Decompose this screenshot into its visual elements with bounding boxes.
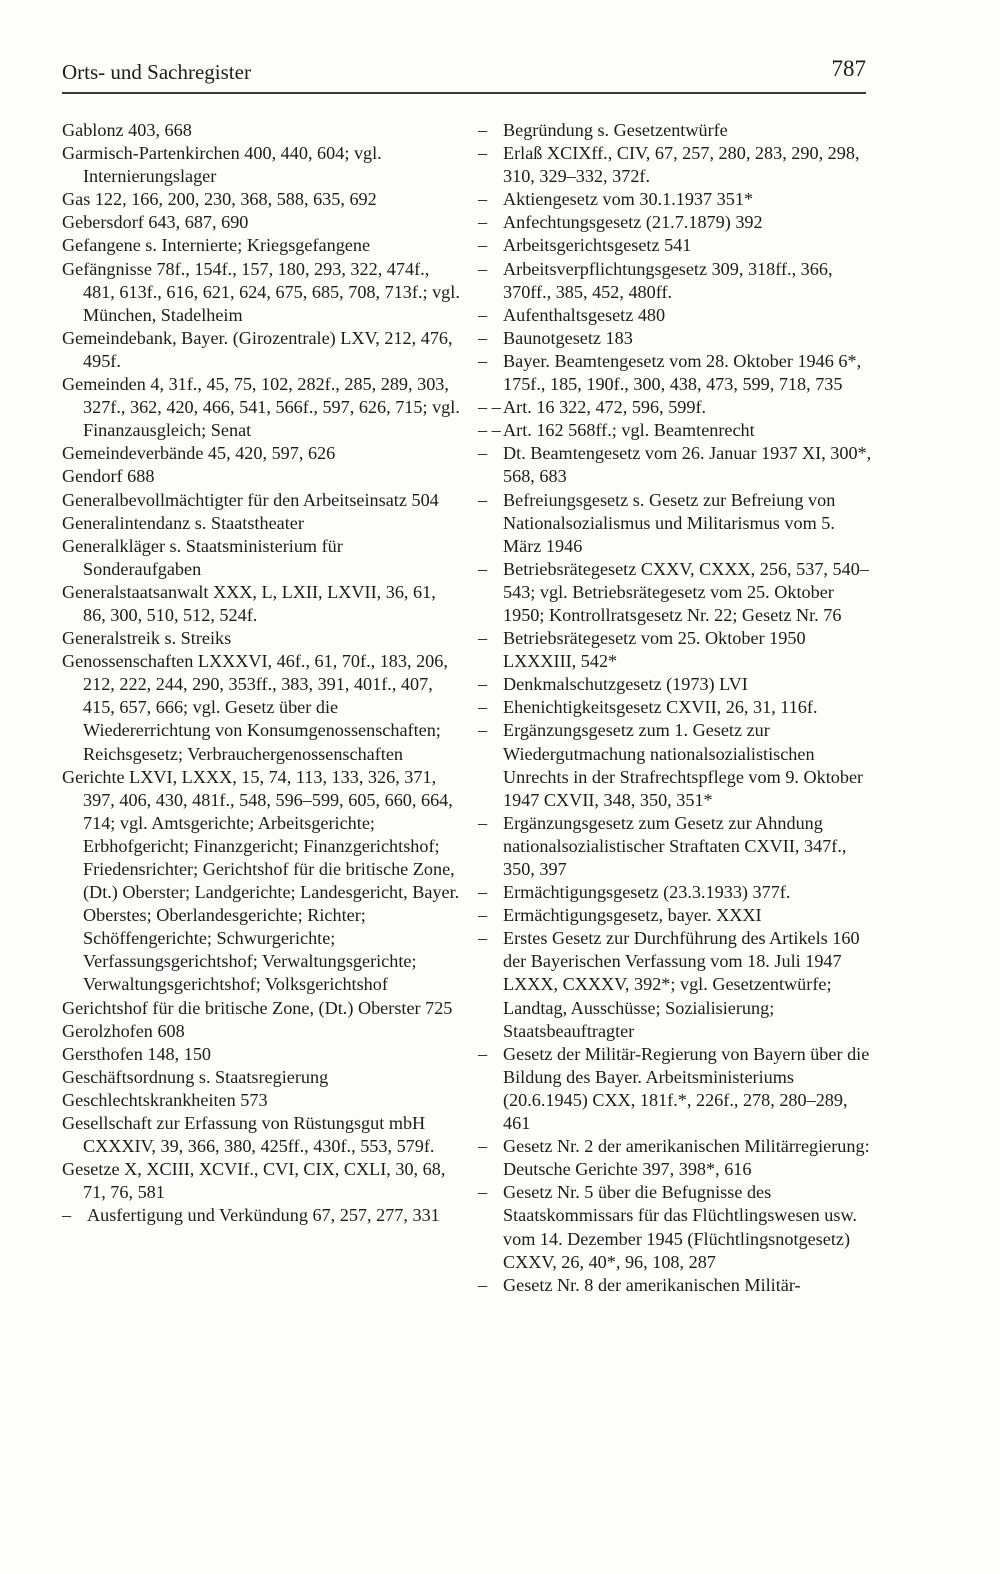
sub-entry-dash: – — [478, 235, 488, 256]
sub-entry-text: Ehenichtigkeitsgesetz CXVII, 26, 31, 116f. — [503, 697, 818, 718]
index-sub-entry — [478, 211, 876, 234]
sub-entry-text: Erlaß XCIXff., CIV, 67, 257, 280, 283, 290, 298, 310, 329–332, 372f. — [503, 143, 860, 187]
sub-entry-text: Bayer. Beamtengesetz vom 28. Oktober 1946 6*, 175f., 185, 190f., 300, 438, 473, 599, 718, 735 — [503, 350, 862, 395]
index-sub-entry — [478, 1181, 876, 1273]
index-entry: Gemeindebank, Bayer. (Girozentrale) LXV, 212, 476, 495f. — [62, 327, 453, 371]
index-entry: Generalbevollmächtigter für den Arbeitseinsatz 504 — [62, 489, 439, 510]
sub-entry-dash: – — [478, 697, 488, 718]
sub-entry-dash: – — [478, 304, 488, 325]
index-entry: Gerichtshof für die britische Zone, (Dt.) Oberster 725 — [62, 997, 453, 1018]
sub-entry-dash: – — [478, 212, 488, 233]
sub-entry-text: Begründung s. Gesetzentwürfe — [503, 120, 728, 140]
index-sub-entry — [478, 627, 876, 673]
index-entry: Gemeinden 4, 31f., 45, 75, 102, 282f., 285, 289, 303, 327f., 362, 420, 466, 541, 566f., 597, 626, 715; vgl. Finanzausgleich; Senat — [62, 374, 460, 441]
index-column-right — [478, 119, 876, 1297]
index-entry: Garmisch-Partenkirchen 400, 440, 604; vgl. Internierungslager — [62, 143, 382, 187]
sub-entry-dash: – — [478, 720, 488, 741]
index-entry: Gefängnisse 78f., 154f., 157, 180, 293, 322, 474f., 481, 613f., 616, 621, 624, 675, 685, 708, 713f.; vgl. München, Stadelheim — [62, 258, 460, 325]
sub-entry-text: Denkmalschutzgesetz (1973) LVI — [503, 674, 748, 695]
index-sub-entry — [478, 350, 876, 396]
index-sub-entry — [478, 812, 876, 881]
index-sub-entry — [478, 442, 876, 488]
sub-entry-dash: – — [478, 120, 488, 140]
index-entry: Gesellschaft zur Erfassung von Rüstungsgut mbH CXXXIV, 39, 366, 380, 425ff., 430f., 553, 579f. — [62, 1113, 435, 1157]
index-entry: Generalintendanz s. Staatstheater — [62, 512, 304, 533]
index-sub-entry — [478, 1135, 876, 1181]
index-sub-entry — [478, 696, 876, 719]
index-entry: Gemeindeverbände 45, 420, 597, 626 — [62, 443, 336, 464]
sub-entry-dash: – — [478, 905, 488, 926]
index-sub-entry — [478, 558, 876, 627]
index-entry: Generalstreik s. Streiks — [62, 628, 232, 649]
sub-entry-dash: – — [478, 1043, 488, 1064]
sub-entry-dash: – — [478, 558, 488, 579]
sub-entry-dash: – — [478, 812, 488, 833]
index-sub-entry — [478, 489, 876, 558]
sub-entry-text: Ausfertigung und Verkündung 67, 257, 277, 331 — [87, 1205, 440, 1226]
sub-entry-dash: – — [478, 443, 488, 464]
sub-entry-text: Art. 162 568ff.; vgl. Beamtenrecht — [503, 420, 755, 441]
sub-entry-dash: – — [478, 258, 488, 279]
sub-entry-text: Dt. Beamtengesetz vom 26. Januar 1937 XI, 300*, 568, 683 — [503, 443, 872, 487]
sub-entry-text: Erstes Gesetz zur Durchführung des Artikels 160 der Bayerischen Verfassung vom 18. Juli 1947 LXXX, CXXXV, 392*; vgl. Gesetzentwürfe; Landtag, Ausschüsse; Sozialisierung; Staatsbeauftragter — [503, 928, 860, 1041]
sub-entry-dash: – — [478, 1182, 488, 1203]
index-sub-entry — [478, 927, 876, 1042]
index-sub-entry — [478, 142, 876, 188]
index-entry: Generalstaatsanwalt XXX, L, LXII, LXVII, 36, 61, 86, 300, 510, 512, 524f. — [62, 581, 436, 625]
sub-entry-text: Gesetz der Militär-Regierung von Bayern über die Bildung des Bayer. Arbeitsministeriums (20.6.1945) CXX, 181f.*, 226f., 278, 280–289, 461 — [503, 1043, 870, 1134]
sub-entry-text: Anfechtungsgesetz (21.7.1879) 392 — [503, 212, 763, 233]
index-sub-entry — [478, 188, 876, 211]
index-entry: Gebersdorf 643, 687, 690 — [62, 212, 249, 233]
index-entry: Gerichte LXVI, LXXX, 15, 74, 113, 133, 326, 371, 397, 406, 430, 481f., 548, 596–599, 605, 660, 664, 714; vgl. Amtsgerichte; Arbeitsgerichte; Erbhofgericht; Finanzgericht; Finanzgerichtshof; Friedensrichter; Gerichtshof für die britische Zone, (Dt.) Oberster; Landgerichte; Landesgericht, Bayer. Oberstes; Oberlandesgerichte; Richter; Schöffengerichte; Schwurgerichte; Verfassungsgerichtshof; Verwaltungsgerichte; Verwaltungsgerichtshof; Volksgerichtshof — [62, 766, 460, 995]
index-entry: Gendorf 688 — [62, 466, 155, 487]
index-entry: Genossenschaften LXXXVI, 46f., 61, 70f., 183, 206, 212, 222, 244, 290, 353ff., 383, 391, 401f., 407, 415, 657, 666; vgl. Gesetz über die Wiedererrichtung von Konsumgenossenschaften; Reichsgesetz; Verbrauchergenossenschaften — [62, 651, 448, 764]
sub-entry-dash: – — [478, 143, 488, 164]
index-sub-entry — [478, 258, 876, 304]
sub-entry-text: Ergänzungsgesetz zum 1. Gesetz zur Wiedergutmachung nationalsozialistischen Unrechts in der Strafrechtspflege vom 9. Oktober 1947 CXVII, 348, 350, 351* — [503, 720, 864, 810]
index-sub-entry — [478, 881, 876, 904]
sub-entry-dash: – — [478, 350, 488, 371]
sub-entry-text: Gesetz Nr. 8 der amerikanischen Militär- — [503, 1274, 801, 1295]
index-sub-entry — [478, 719, 876, 811]
sub-entry-text: Ermächtigungsgesetz (23.3.1933) 377f. — [503, 882, 791, 903]
sub-entry-text: Gesetz Nr. 5 über die Befugnisse des Staatskommissars für das Flüchtlingswesen usw. vom 14. Dezember 1945 (Flüchtlingsnotgesetz) CXXV, 26, 40*, 96, 108, 287 — [503, 1182, 857, 1272]
index-entry: Geschäftsordnung s. Staatsregierung — [62, 1066, 329, 1087]
sub-entry-text: Befreiungsgesetz s. Gesetz zur Befreiung von Nationalsozialismus und Militarismus vom 5. März 1946 — [503, 489, 836, 556]
index-sub-entry — [478, 234, 876, 257]
sub-entry-dash: – — [478, 628, 488, 649]
sub-entry-text: Baunotgesetz 183 — [503, 327, 633, 348]
sub-entry-dash: – — [478, 928, 488, 949]
index-entry: Gefangene s. Internierte; Kriegsgefangene — [62, 235, 371, 256]
sub-entry-dash: – — [478, 674, 488, 695]
index-sub-entry — [478, 304, 876, 327]
sub-entry-dash: – — [478, 1136, 488, 1157]
index-entry: Gersthofen 148, 150 — [62, 1043, 212, 1064]
sub-entry-text: Ermächtigungsgesetz, bayer. XXXI — [503, 905, 762, 926]
index-sub-entry — [478, 1274, 876, 1297]
sub-entry-text: Ergänzungsgesetz zum Gesetz zur Ahndung nationalsozialistischer Straftaten CXVII, 347f., 350, 397 — [503, 812, 847, 879]
index-entry: Gablonz 403, 668 — [62, 120, 192, 140]
index-entry: Generalkläger s. Staatsministerium für Sonderaufgaben — [62, 535, 343, 579]
sub-entry-text: Betriebsrätegesetz CXXV, CXXX, 256, 537, 540–543; vgl. Betriebsrätegesetz vom 25. Oktober 1950; Kontrollratsgesetz Nr. 22; Gesetz Nr. 76 — [503, 558, 869, 625]
index-sub-entry — [478, 119, 876, 142]
sub-entry-text: Arbeitsgerichtsgesetz 541 — [503, 235, 692, 256]
index-sub-entry — [478, 1043, 876, 1135]
index-sub-entry — [478, 327, 876, 350]
page-number: 787 — [831, 56, 866, 81]
sub-entry-dash: – — [478, 489, 488, 510]
index-sub-entry — [62, 1204, 460, 1227]
index-sub-entry — [478, 673, 876, 696]
sub-entry-text: Art. 16 322, 472, 596, 599f. — [503, 397, 707, 418]
sub-entry-dash: – — [478, 882, 488, 903]
index-entry: Geschlechtskrankheiten 573 — [62, 1089, 268, 1110]
sub-entry-dash: – — [478, 327, 488, 348]
header-rule — [62, 92, 866, 94]
index-sub-entry — [478, 419, 876, 442]
sub-entry-dash: – – — [478, 420, 501, 441]
sub-entry-dash: – — [478, 189, 488, 210]
index-sub-entry — [478, 904, 876, 927]
sub-entry-text: Betriebsrätegesetz vom 25. Oktober 1950 LXXXIII, 542* — [503, 628, 806, 672]
index-column-left — [62, 119, 460, 1228]
sub-entry-dash: – – — [478, 397, 501, 418]
sub-entry-text: Aufenthaltsgesetz 480 — [503, 304, 666, 325]
sub-entry-dash: – — [62, 1205, 72, 1226]
sub-entry-text: Gesetz Nr. 2 der amerikanischen Militärregierung: Deutsche Gerichte 397, 398*, 616 — [503, 1136, 870, 1180]
sub-entry-text: Arbeitsverpflichtungsgesetz 309, 318ff., 366, 370ff., 385, 452, 480ff. — [503, 258, 833, 302]
running-header-title: Orts- und Sachregister — [62, 60, 251, 84]
sub-entry-dash: – — [478, 1274, 488, 1295]
index-sub-entry — [478, 396, 876, 419]
index-entry: Gesetze X, XCIII, XCVIf., CVI, CIX, CXLI, 30, 68, 71, 76, 581 — [62, 1159, 446, 1203]
index-entry: Gerolzhofen 608 — [62, 1020, 185, 1041]
sub-entry-text: Aktiengesetz vom 30.1.1937 351* — [503, 189, 754, 210]
index-entry: Gas 122, 166, 200, 230, 368, 588, 635, 692 — [62, 189, 377, 210]
